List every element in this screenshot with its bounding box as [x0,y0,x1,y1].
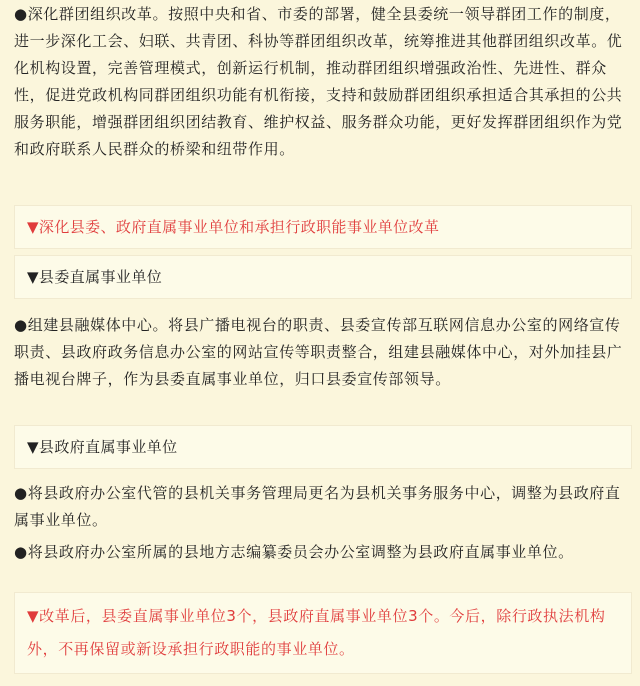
media-center-paragraph: ●组建县融媒体中心。将县广播电视台的职责、县委宣传部互联网信息办公室的网络宣传职责、县政府政务信息办公室的网站宣传等职责整合，组建县融媒体中心，对外加挂县广播电视台牌子，作为县委直属事业单位，归口县委宣传部领导。 [14,316,623,388]
affairs-center-paragraph: ●将县政府办公室代管的县机关事务管理局更名为县机关事务服务中心，调整为县政府直属事业单位。 [14,484,621,529]
government-units-heading: ▼县政府直属事业单位 [27,438,178,456]
government-units-heading-box [14,425,632,469]
reform-heading: ▼深化县委、政府直属事业单位和承担行政职能事业单位改革 [27,218,440,236]
committee-units-heading-box [14,255,632,299]
summary-note: ▼改革后，县委直属事业单位3个，县政府直属事业单位3个。今后，除行政执法机构外，不再保留或新设承担行政职能的事业单位。 [27,607,606,658]
committee-units-heading: ▼县委直属事业单位 [27,268,163,286]
group-org-reform-paragraph: ●深化群团组织改革。按照中央和省、市委的部署，健全县委统一领导群团工作的制度，进一步深化工会、妇联、共青团、科协等群团组织改革，统筹推进其他群团组织改革。优化机构设置，完善管理模式，创新运行机制，推动群团组织增强政治性、先进性、群众性，促进党政机构同群团组织功能有机衔接，支持和鼓励群团组织承担适合其承担的公共服务职能，增强群团组织团结教育、维护权益、服务群众功能，更好发挥群团组织作为党和政府联系人民群众的桥梁和纽带作用。 [14,5,623,158]
reform-heading-box [14,205,632,249]
gazetteer-paragraph: ●将县政府办公室所属的县地方志编纂委员会办公室调整为县政府直属事业单位。 [14,543,574,561]
summary-note-box [14,592,632,674]
